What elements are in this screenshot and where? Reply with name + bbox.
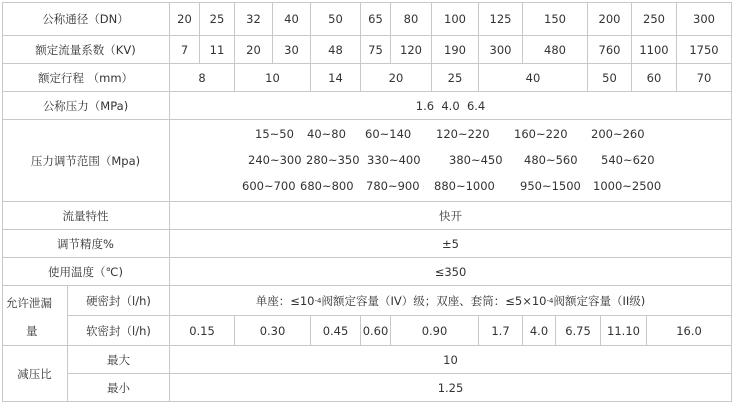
pressure-value: 1.6 4.0 6.4 — [170, 92, 732, 120]
spec-table — [2, 2, 732, 402]
hard-seal-label: 硬密封（l/h) — [68, 286, 170, 316]
soft-seal-value: 0.30 — [235, 316, 311, 346]
ratio-group-label: 减压比 — [2, 346, 68, 402]
hard-seal-text-2: 阀额定容量（IV）级；双座、套筒：≤5×10 — [321, 293, 547, 308]
stroke-value: 8 — [170, 64, 235, 92]
hard-seal-value: 单座：≤10 -4 阀额定容量（IV）级；双座、套筒：≤5×10 -4 阀额定容量（II级) — [170, 286, 732, 316]
flow-value: 快开 — [170, 202, 732, 230]
temp-value: ≤350 — [170, 258, 732, 286]
pressure-label: 公称压力（MPa) — [2, 92, 170, 120]
kv-value: 1100 — [632, 36, 677, 64]
dn-value: 65 — [361, 2, 391, 36]
range-value: 540~620 — [601, 153, 655, 167]
dn-value: 25 — [200, 2, 235, 36]
leak-group-line2: 量 — [26, 324, 38, 338]
leak-group-line1: 允许泄漏 — [6, 296, 52, 310]
dn-value: 150 — [523, 2, 588, 36]
dn-value: 32 — [235, 2, 273, 36]
range-value: 780~900 — [366, 179, 420, 193]
kv-value: 1750 — [677, 36, 732, 64]
kv-value: 75 — [361, 36, 391, 64]
range-value: 330~400 — [367, 153, 421, 167]
kv-value: 48 — [311, 36, 361, 64]
dn-value: 20 — [170, 2, 200, 36]
soft-seal-value: 0.90 — [391, 316, 479, 346]
range-value: 60~140 — [365, 127, 412, 141]
range-value: 15~50 — [255, 127, 294, 141]
kv-value: 120 — [391, 36, 432, 64]
kv-value: 30 — [273, 36, 311, 64]
kv-value: 11 — [200, 36, 235, 64]
range-value: 160~220 — [514, 127, 568, 141]
stroke-value: 60 — [632, 64, 677, 92]
stroke-label: 额定行程 （mm） — [2, 64, 170, 92]
dn-value: 80 — [391, 2, 432, 36]
range-value: 200~260 — [591, 127, 645, 141]
range-value: 950~1500 — [520, 179, 581, 193]
soft-seal-value: 11.10 — [601, 316, 647, 346]
stroke-value: 70 — [677, 64, 732, 92]
range-value: 240~300 — [248, 153, 302, 167]
kv-value: 300 — [479, 36, 523, 64]
accuracy-value: ±5 — [170, 230, 732, 258]
hard-seal-text-1: 单座：≤10 — [255, 293, 315, 308]
stroke-value: 20 — [361, 64, 432, 92]
stroke-value: 25 — [432, 64, 479, 92]
kv-value: 7 — [170, 36, 200, 64]
soft-seal-value: 1.7 — [479, 316, 523, 346]
flow-label: 流量特性 — [2, 202, 170, 230]
soft-seal-value: 16.0 — [647, 316, 732, 346]
dn-value: 200 — [588, 2, 632, 36]
range-value: 680~800 — [300, 179, 354, 193]
range-value: 600~700 — [242, 179, 296, 193]
stroke-value: 50 — [588, 64, 632, 92]
range-value: 880~1000 — [434, 179, 495, 193]
temp-label: 使用温度（℃) — [2, 258, 170, 286]
kv-value: 480 — [523, 36, 588, 64]
ratio-max-value: 10 — [170, 346, 732, 374]
dn-label: 公称通径（DN） — [2, 2, 170, 36]
soft-seal-value: 6.75 — [556, 316, 601, 346]
stroke-value: 14 — [311, 64, 361, 92]
range-label: 压力调节范围（Mpa) — [2, 120, 170, 202]
soft-seal-value: 0.60 — [361, 316, 391, 346]
kv-value: 20 — [235, 36, 273, 64]
dn-value: 40 — [273, 2, 311, 36]
kv-value: 760 — [588, 36, 632, 64]
hard-seal-text-3: 阀额定容量（II级) — [553, 293, 646, 308]
range-value: 120~220 — [436, 127, 490, 141]
dn-value: 250 — [632, 2, 677, 36]
range-value: 480~560 — [524, 153, 578, 167]
range-cell — [170, 120, 732, 202]
range-value: 380~450 — [449, 153, 503, 167]
dn-value: 300 — [677, 2, 732, 36]
soft-seal-value: 0.15 — [170, 316, 235, 346]
dn-value: 125 — [479, 2, 523, 36]
soft-seal-value: 4.0 — [523, 316, 556, 346]
range-value: 1000~2500 — [593, 179, 662, 193]
ratio-min-label: 最小 — [68, 374, 170, 402]
dn-value: 50 — [311, 2, 361, 36]
ratio-max-label: 最大 — [68, 346, 170, 374]
stroke-value: 40 — [479, 64, 588, 92]
soft-seal-label: 软密封（l/h) — [68, 316, 170, 346]
stroke-value: 10 — [235, 64, 311, 92]
soft-seal-value: 0.45 — [311, 316, 361, 346]
kv-value: 190 — [432, 36, 479, 64]
range-value: 40~80 — [307, 127, 346, 141]
ratio-min-value: 1.25 — [170, 374, 732, 402]
dn-value: 100 — [432, 2, 479, 36]
accuracy-label: 调节精度% — [2, 230, 170, 258]
leak-group-label — [2, 286, 68, 346]
range-value: 280~350 — [306, 153, 360, 167]
kv-label: 额定流量系数（KV) — [2, 36, 170, 64]
